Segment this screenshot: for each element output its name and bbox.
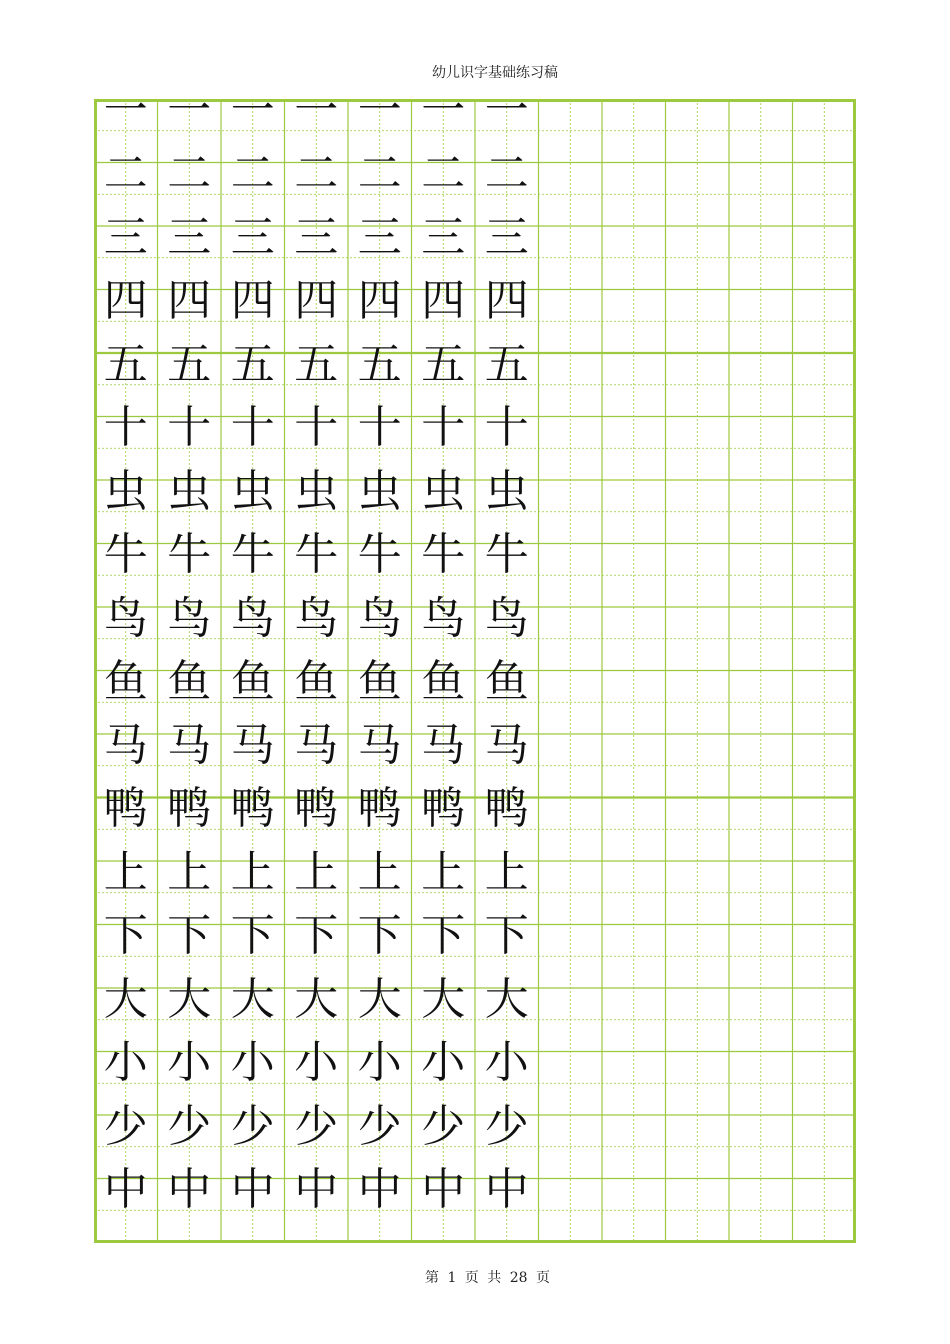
practice-character: 马 [421,719,466,771]
practice-character: 虫 [230,465,275,517]
practice-character: 牛 [294,529,339,581]
practice-character: 十 [167,402,212,454]
practice-character: 三 [421,211,466,263]
practice-character: 少 [357,1100,402,1152]
practice-character: 五 [357,338,402,390]
practice-character: 虫 [357,465,402,517]
practice-character: 虫 [421,465,466,517]
practice-character: 马 [167,719,212,771]
practice-character: 上 [230,846,275,898]
practice-character: 鱼 [103,656,148,708]
practice-character: 上 [484,846,529,898]
practice-character: 三 [484,211,529,263]
practice-character: 一 [167,84,212,136]
practice-character: 十 [421,402,466,454]
practice-character: 鸟 [230,592,275,644]
practice-character: 小 [103,1037,148,1089]
practice-character: 一 [230,84,275,136]
practice-character: 鸭 [484,783,529,835]
practice-character: 五 [484,338,529,390]
practice-character: 二 [484,148,529,200]
page-number: 第 1 页 共 28 页 [425,1270,550,1286]
practice-character: 小 [294,1037,339,1089]
practice-character: 牛 [421,529,466,581]
practice-character: 一 [103,84,148,136]
practice-character: 五 [103,338,148,390]
practice-character: 马 [230,719,275,771]
practice-character: 鸟 [103,592,148,644]
practice-character: 五 [421,338,466,390]
practice-character: 鸟 [167,592,212,644]
practice-character: 马 [103,719,148,771]
practice-character: 一 [357,84,402,136]
practice-character: 下 [167,910,212,962]
practice-character: 马 [294,719,339,771]
practice-character: 牛 [103,529,148,581]
practice-character: 鱼 [484,656,529,708]
practice-character: 下 [484,910,529,962]
practice-character: 三 [357,211,402,263]
practice-character: 五 [294,338,339,390]
practice-character: 鱼 [421,656,466,708]
practice-character: 三 [103,211,148,263]
practice-character: 下 [230,910,275,962]
practice-character: 少 [103,1100,148,1152]
practice-character: 牛 [167,529,212,581]
practice-character: 大 [294,973,339,1025]
practice-character: 虫 [167,465,212,517]
practice-character: 二 [103,148,148,200]
practice-character: 中 [484,1164,529,1216]
practice-character: 五 [167,338,212,390]
practice-character: 大 [103,973,148,1025]
practice-character: 虫 [103,465,148,517]
practice-character: 鱼 [167,656,212,708]
practice-character: 大 [167,973,212,1025]
practice-character: 少 [167,1100,212,1152]
practice-character: 十 [484,402,529,454]
practice-character: 小 [484,1037,529,1089]
practice-character: 二 [357,148,402,200]
page-title: 幼儿识字基础练习稿 [432,65,558,81]
practice-character: 牛 [484,529,529,581]
practice-character: 四 [230,275,275,327]
practice-character: 上 [103,846,148,898]
practice-character: 四 [421,275,466,327]
practice-character: 下 [357,910,402,962]
practice-character: 五 [230,338,275,390]
practice-character: 一 [294,84,339,136]
practice-character: 小 [357,1037,402,1089]
practice-character: 鸟 [294,592,339,644]
practice-character: 鱼 [294,656,339,708]
practice-character: 二 [230,148,275,200]
practice-character: 中 [357,1164,402,1216]
practice-character: 大 [421,973,466,1025]
practice-character: 鸭 [421,783,466,835]
practice-character: 四 [484,275,529,327]
practice-character: 鸟 [357,592,402,644]
practice-character: 少 [294,1100,339,1152]
practice-character: 下 [294,910,339,962]
practice-character: 三 [294,211,339,263]
practice-character: 虫 [484,465,529,517]
practice-character: 牛 [357,529,402,581]
practice-character: 二 [421,148,466,200]
practice-character: 鸭 [230,783,275,835]
practice-character: 二 [167,148,212,200]
practice-character: 一 [421,84,466,136]
practice-character: 鸟 [421,592,466,644]
practice-character: 少 [484,1100,529,1152]
practice-character: 四 [357,275,402,327]
practice-character: 四 [294,275,339,327]
practice-character: 马 [484,719,529,771]
practice-character: 四 [167,275,212,327]
practice-character: 上 [294,846,339,898]
practice-character: 二 [294,148,339,200]
practice-character: 中 [294,1164,339,1216]
practice-character: 中 [230,1164,275,1216]
practice-character: 三 [230,211,275,263]
practice-character: 大 [230,973,275,1025]
practice-character: 三 [167,211,212,263]
practice-character: 中 [103,1164,148,1216]
practice-character: 少 [421,1100,466,1152]
practice-character: 上 [421,846,466,898]
practice-character: 十 [230,402,275,454]
practice-character: 虫 [294,465,339,517]
practice-character: 一 [484,84,529,136]
practice-character: 下 [421,910,466,962]
practice-character: 小 [421,1037,466,1089]
practice-character: 下 [103,910,148,962]
practice-character: 鸭 [294,783,339,835]
practice-character: 鸭 [167,783,212,835]
practice-character: 大 [484,973,529,1025]
practice-character: 大 [357,973,402,1025]
practice-character: 中 [421,1164,466,1216]
practice-character: 鱼 [357,656,402,708]
practice-character: 小 [230,1037,275,1089]
practice-character: 十 [103,402,148,454]
practice-character: 鱼 [230,656,275,708]
practice-character: 四 [103,275,148,327]
practice-character: 十 [294,402,339,454]
practice-character: 牛 [230,529,275,581]
practice-character: 上 [357,846,402,898]
practice-character: 小 [167,1037,212,1089]
practice-character: 十 [357,402,402,454]
practice-grid [94,84,856,1243]
practice-character: 中 [167,1164,212,1216]
practice-character: 鸭 [357,783,402,835]
practice-character: 马 [357,719,402,771]
practice-character: 鸟 [484,592,529,644]
practice-character: 上 [167,846,212,898]
practice-character: 鸭 [103,783,148,835]
practice-character: 少 [230,1100,275,1152]
